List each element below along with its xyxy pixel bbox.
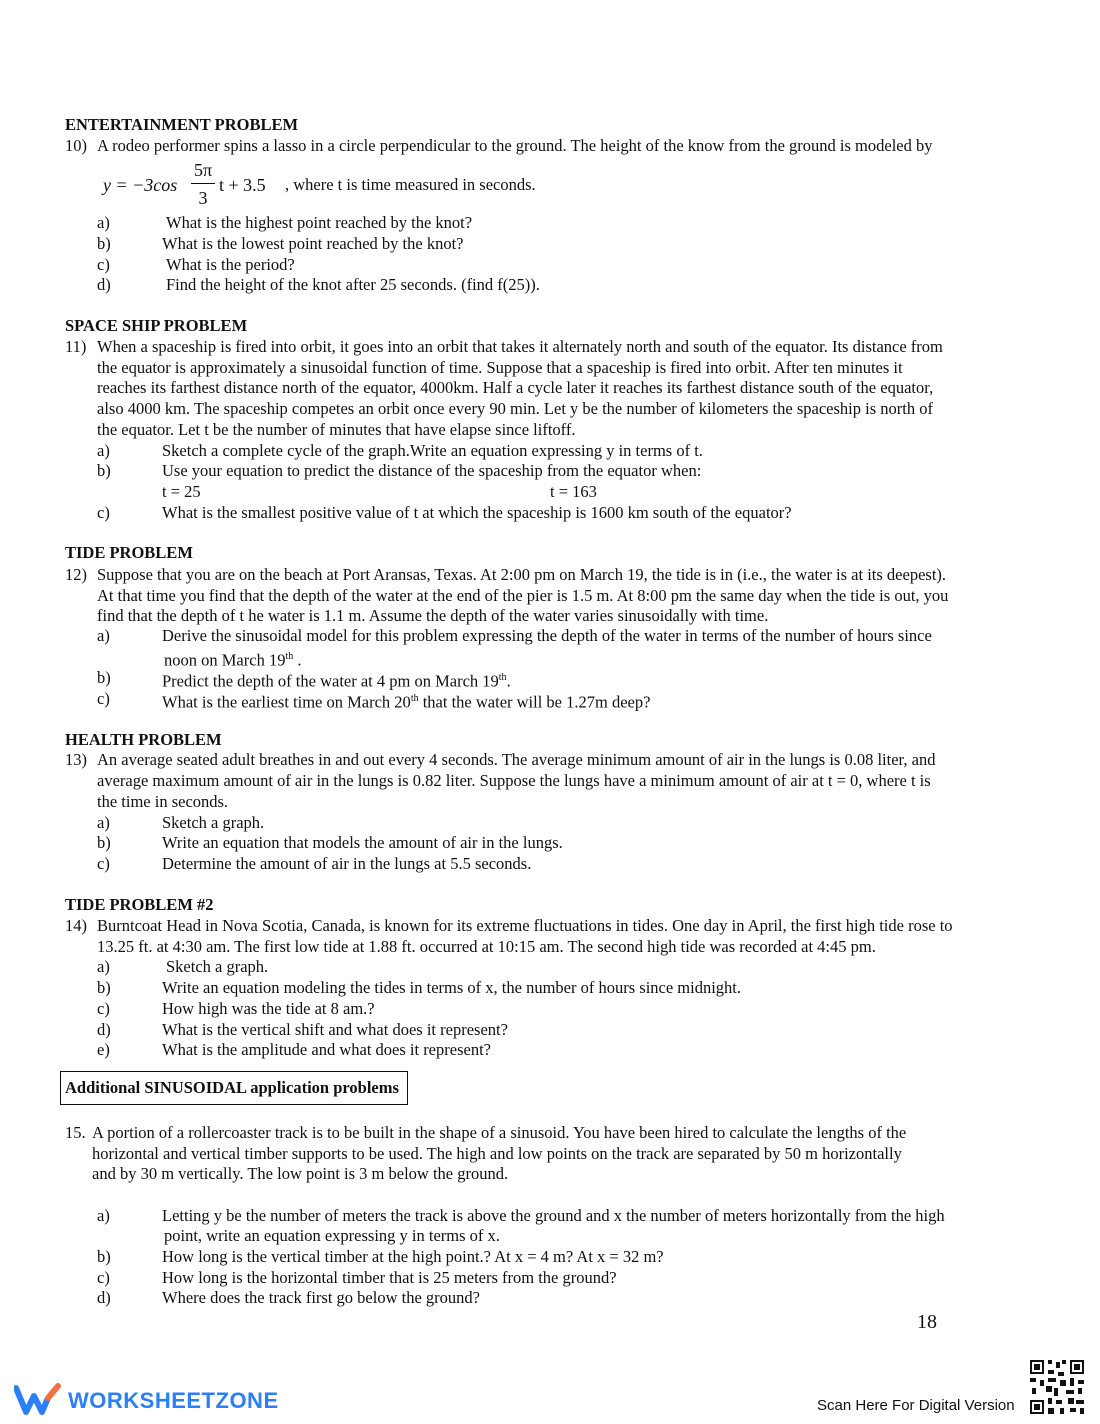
item-text (162, 689, 650, 713)
item-label: b) (97, 978, 111, 997)
worksheetzone-logo-icon (14, 1382, 64, 1418)
text-part: . (293, 650, 302, 670)
superscript: th (285, 651, 294, 662)
item-text: Sketch a graph. (162, 813, 265, 832)
item-text: Write an equation modeling the tides in terms of x, the number of hours since midnight. (162, 978, 742, 997)
item-label: a) (97, 213, 110, 232)
text-line: At that time you find that the depth of the water at the end of the pier is 1.5 m. At 8:00 pm the same day when the tide is out, you (97, 586, 949, 605)
text-line: the time in seconds. (97, 792, 229, 811)
item-label: a) (97, 441, 110, 460)
text-line: An average seated adult breathes in and out every 4 seconds. The average minimum amount of air in the lungs is 0.08 liter, and (97, 750, 936, 769)
text-line: Burntcoat Head in Nova Scotia, Canada, is known for its extreme fluctuations in tides. One day in April, the first high tide rose to (97, 916, 953, 935)
item-text: What is the lowest point reached by the knot? (162, 234, 464, 253)
item-text-continued (164, 647, 301, 671)
problem-number-12: 12) (65, 565, 87, 584)
item-text: Sketch a graph. (166, 957, 269, 976)
item-label: c) (97, 854, 110, 873)
text-part: that the water will be 1.27m deep? (418, 692, 651, 712)
item-text: Find the height of the knot after 25 seconds. (find f(25)). (166, 275, 540, 294)
item-label: c) (97, 999, 110, 1018)
item-text: Sketch a complete cycle of the graph.Write an equation expressing y in terms of t. (162, 441, 703, 460)
item-text: How long is the horizontal timber that is 25 meters from the ground? (162, 1268, 617, 1287)
problem-10-text: A rodeo performer spins a lasso in a circle perpendicular to the ground. The height of the know from the ground is modeled by (97, 136, 933, 155)
item-label: a) (97, 1206, 110, 1225)
item-text: Determine the amount of air in the lungs at 5.5 seconds. (162, 854, 532, 873)
item-label: b) (97, 833, 111, 852)
superscript: th (410, 693, 419, 704)
item-text: Write an equation that models the amount of air in the lungs. (162, 833, 563, 852)
text-part: noon on March 19 (164, 650, 286, 670)
text-line: 13.25 ft. at 4:30 am. The first low tide at 1.88 ft. occurred at 10:15 am. The second high tide was recorded at 4:45 pm. (97, 937, 876, 956)
item-text: What is the highest point reached by the knot? (166, 213, 473, 232)
page-number: 18 (917, 1311, 937, 1333)
equation-tail: , where t is time measured in seconds. (285, 175, 536, 194)
fraction-bar (191, 183, 215, 184)
item-text: Derive the sinusoidal model for this problem expressing the depth of the water in terms of the number of hours since (162, 626, 932, 645)
item-label: a) (97, 626, 110, 645)
item-label: a) (97, 813, 110, 832)
fraction-numerator: 5π (193, 160, 213, 180)
text-part: What is the earliest time on March 20 (162, 692, 411, 712)
item-label: e) (97, 1040, 110, 1059)
text-part: . (506, 671, 511, 691)
equation-left: y = −3cos (103, 175, 178, 195)
item-label: c) (97, 255, 110, 274)
item-text: Use your equation to predict the distance of the spaceship from the equator when: (162, 461, 702, 480)
item-label: d) (97, 1288, 111, 1307)
additional-problems-box: Additional SINUSOIDAL application problems (60, 1071, 408, 1105)
text-line: also 4000 km. The spaceship competes an orbit once every 90 min. Let y be the number of kilometers the spaceship is north of (97, 399, 933, 418)
text-line: the equator. Let t be the number of minutes that have elapse since liftoff. (97, 420, 576, 439)
text-line: Suppose that you are on the beach at Port Aransas, Texas. At 2:00 pm on March 19, the tide is in (i.e., the water is at its deepest). (97, 565, 947, 584)
section-heading-tide: TIDE PROBLEM (65, 543, 193, 562)
t-value-1: t = 25 (162, 482, 201, 501)
item-text: How high was the tide at 8 am.? (162, 999, 375, 1018)
item-label: b) (97, 668, 111, 687)
text-line: the equator is approximately a sinusoidal function of time. Suppose that a spaceship is fired into orbit. After ten minutes it (97, 358, 903, 377)
item-text: How long is the vertical timber at the high point.? At x = 4 m? At x = 32 m? (162, 1247, 664, 1266)
item-label: a) (97, 957, 110, 976)
item-text: Where does the track first go below the ground? (162, 1288, 480, 1307)
equation-right: t + 3.5 (219, 175, 266, 195)
item-label: c) (97, 503, 110, 522)
text-part: Predict the depth of the water at 4 pm on March 19 (162, 671, 499, 691)
text-line: reaches its farthest distance north of the equator, 4000km. Half a cycle later it reaches its farthest distance south of the equator, (97, 378, 934, 397)
item-label: b) (97, 1247, 111, 1266)
problem-number-14: 14) (65, 916, 87, 935)
problem-number-11: 11) (65, 337, 87, 356)
text-line: A portion of a rollercoaster track is to be built in the shape of a sinusoid. You have been hired to calculate the lengths of the (92, 1123, 907, 1142)
item-label: b) (97, 461, 111, 480)
text-line: horizontal and vertical timber supports to be used. The high and low points on the track are separated by 50 m horizontally (92, 1144, 902, 1163)
item-text: What is the amplitude and what does it represent? (162, 1040, 491, 1059)
item-label: d) (97, 1020, 111, 1039)
fraction-denominator: 3 (198, 188, 208, 208)
item-text (162, 668, 511, 692)
section-heading-tide-2: TIDE PROBLEM #2 (65, 895, 214, 914)
text-line: and by 30 m vertically. The low point is 3 m below the ground. (92, 1164, 509, 1183)
text-line: find that the depth of t he water is 1.1 m. Assume the depth of the water varies sinusoidally with time. (97, 606, 769, 625)
problem-number-15: 15. (65, 1123, 86, 1142)
section-heading-entertainment: ENTERTAINMENT PROBLEM (65, 115, 299, 134)
item-text: What is the period? (166, 255, 295, 274)
item-label: b) (97, 234, 111, 253)
section-heading-spaceship: SPACE SHIP PROBLEM (65, 316, 248, 335)
text-line: average maximum amount of air in the lungs is 0.82 liter. Suppose the lungs have a minimum amount of air at t = 0, where t is (97, 771, 931, 790)
item-text-continued: point, write an equation expressing y in terms of x. (164, 1226, 500, 1245)
item-label: c) (97, 1268, 110, 1287)
problem-number-10: 10) (65, 136, 87, 155)
section-heading-health: HEALTH PROBLEM (65, 730, 222, 749)
item-text: What is the smallest positive value of t at which the spaceship is 1600 km south of the equator? (162, 503, 792, 522)
text-line: When a spaceship is fired into orbit, it goes into an orbit that takes it alternately north and south of the equator. Its distance from (97, 337, 943, 356)
scan-text: Scan Here For Digital Version (817, 1397, 1015, 1414)
item-label: c) (97, 689, 110, 708)
qr-code-icon[interactable] (1028, 1358, 1086, 1416)
item-text: What is the vertical shift and what does it represent? (162, 1020, 508, 1039)
brand-name: WORKSHEETZONE (68, 1388, 279, 1413)
superscript: th (498, 672, 507, 683)
t-value-2: t = 163 (550, 482, 597, 501)
item-text: Letting y be the number of meters the track is above the ground and x the number of meters horizontally from the high (162, 1206, 945, 1225)
problem-number-13: 13) (65, 750, 87, 769)
item-label: d) (97, 275, 111, 294)
